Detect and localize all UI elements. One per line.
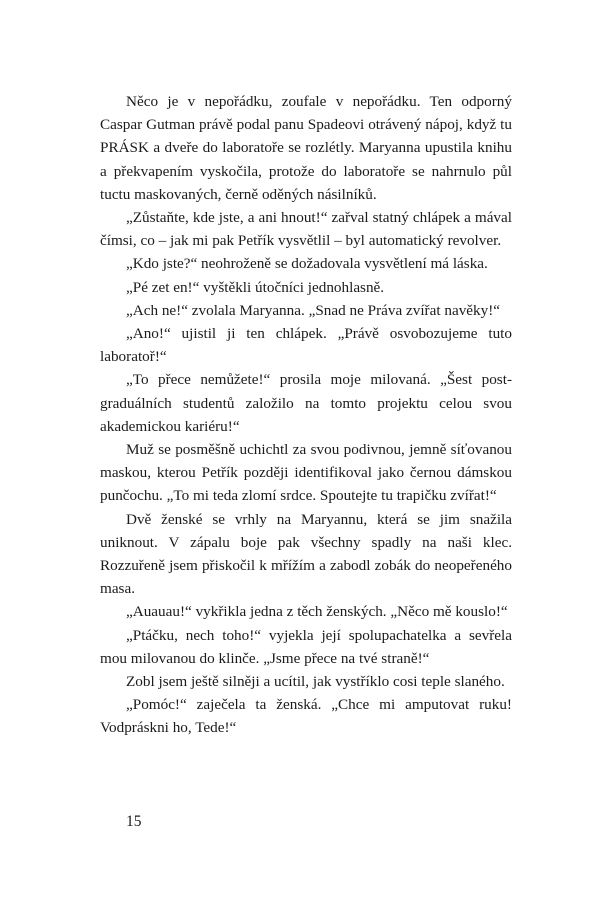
paragraph: „Pomóc!“ zaječela ta ženská. „Chce mi amputovat ruku! Vodpráskni ho, Tede!“ — [100, 696, 512, 737]
paragraph: Dvě ženské se vrhly na Maryannu, která se jim snažila uniknout. V zápalu boje pak všechny spadly na naši klec. Rozzuřeně jsem přiskočil k mřížím a zabodl zobák do neopeřeného masa. — [100, 510, 512, 598]
paragraph: „Ano!“ ujistil ji ten chlápek. „Právě osvobozujeme tuto laboratoř!“ — [100, 325, 512, 366]
paragraph: Muž se posměšně uchichtl za svou podivnou, jemně síťovanou maskou, kterou Petřík později identifikoval jako černou dámskou punčochu. „To mi teda zlomí srdce. Spoutejte tu trapičku zvířat!“ — [100, 441, 512, 505]
paragraph: „Zůstaňte, kde jste, a ani hnout!“ zařval statný chlápek a mával čímsi, co – jak mi pak Petřík vysvětlil – byl automatický revolver. — [100, 209, 512, 250]
paragraph: „Ach ne!“ zvolala Maryanna. „Snad ne Práva zvířat navěky!“ — [126, 301, 501, 319]
paragraph: Něco je v nepořádku, zoufale v nepořádku. Ten odporný Caspar Gutman právě podal panu Spadeovi otrávený nápoj, když tu PRÁSK a dveře do laboratoře se rozlétly. Maryanna upustila knihu a překvapením vyskočila, protože do laboratoře se nahrnulo půl tuctu maskovaných, černě oděných násilníků. — [100, 93, 512, 203]
paragraph: „To přece nemůžete!“ prosila moje milovaná. „Šest postgraduálních studentů založilo na tomto projektu celou svou akademickou kariéru!“ — [100, 371, 512, 435]
paragraph: „Ptáčku, nech toho!“ vyjekla její spolupachatelka a sevřela mou milovanou do klinče. „Jsme přece na tvé straně!“ — [100, 626, 512, 667]
paragraph: „Kdo jste?“ neohroženě se dožadovala vysvětlení má láska. — [126, 255, 488, 273]
body-text — [100, 90, 512, 740]
page-number: 15 — [126, 813, 142, 830]
paragraph: „Pé zet en!“ vyštěkli útočníci jednohlasně. — [126, 278, 385, 296]
paragraph: Zobl jsem ještě silněji a ucítil, jak vystříklo cosi teple slaného. — [126, 673, 505, 691]
paragraph: „Auauau!“ vykřikla jedna z těch ženských. „Něco mě kouslo!“ — [126, 603, 508, 621]
